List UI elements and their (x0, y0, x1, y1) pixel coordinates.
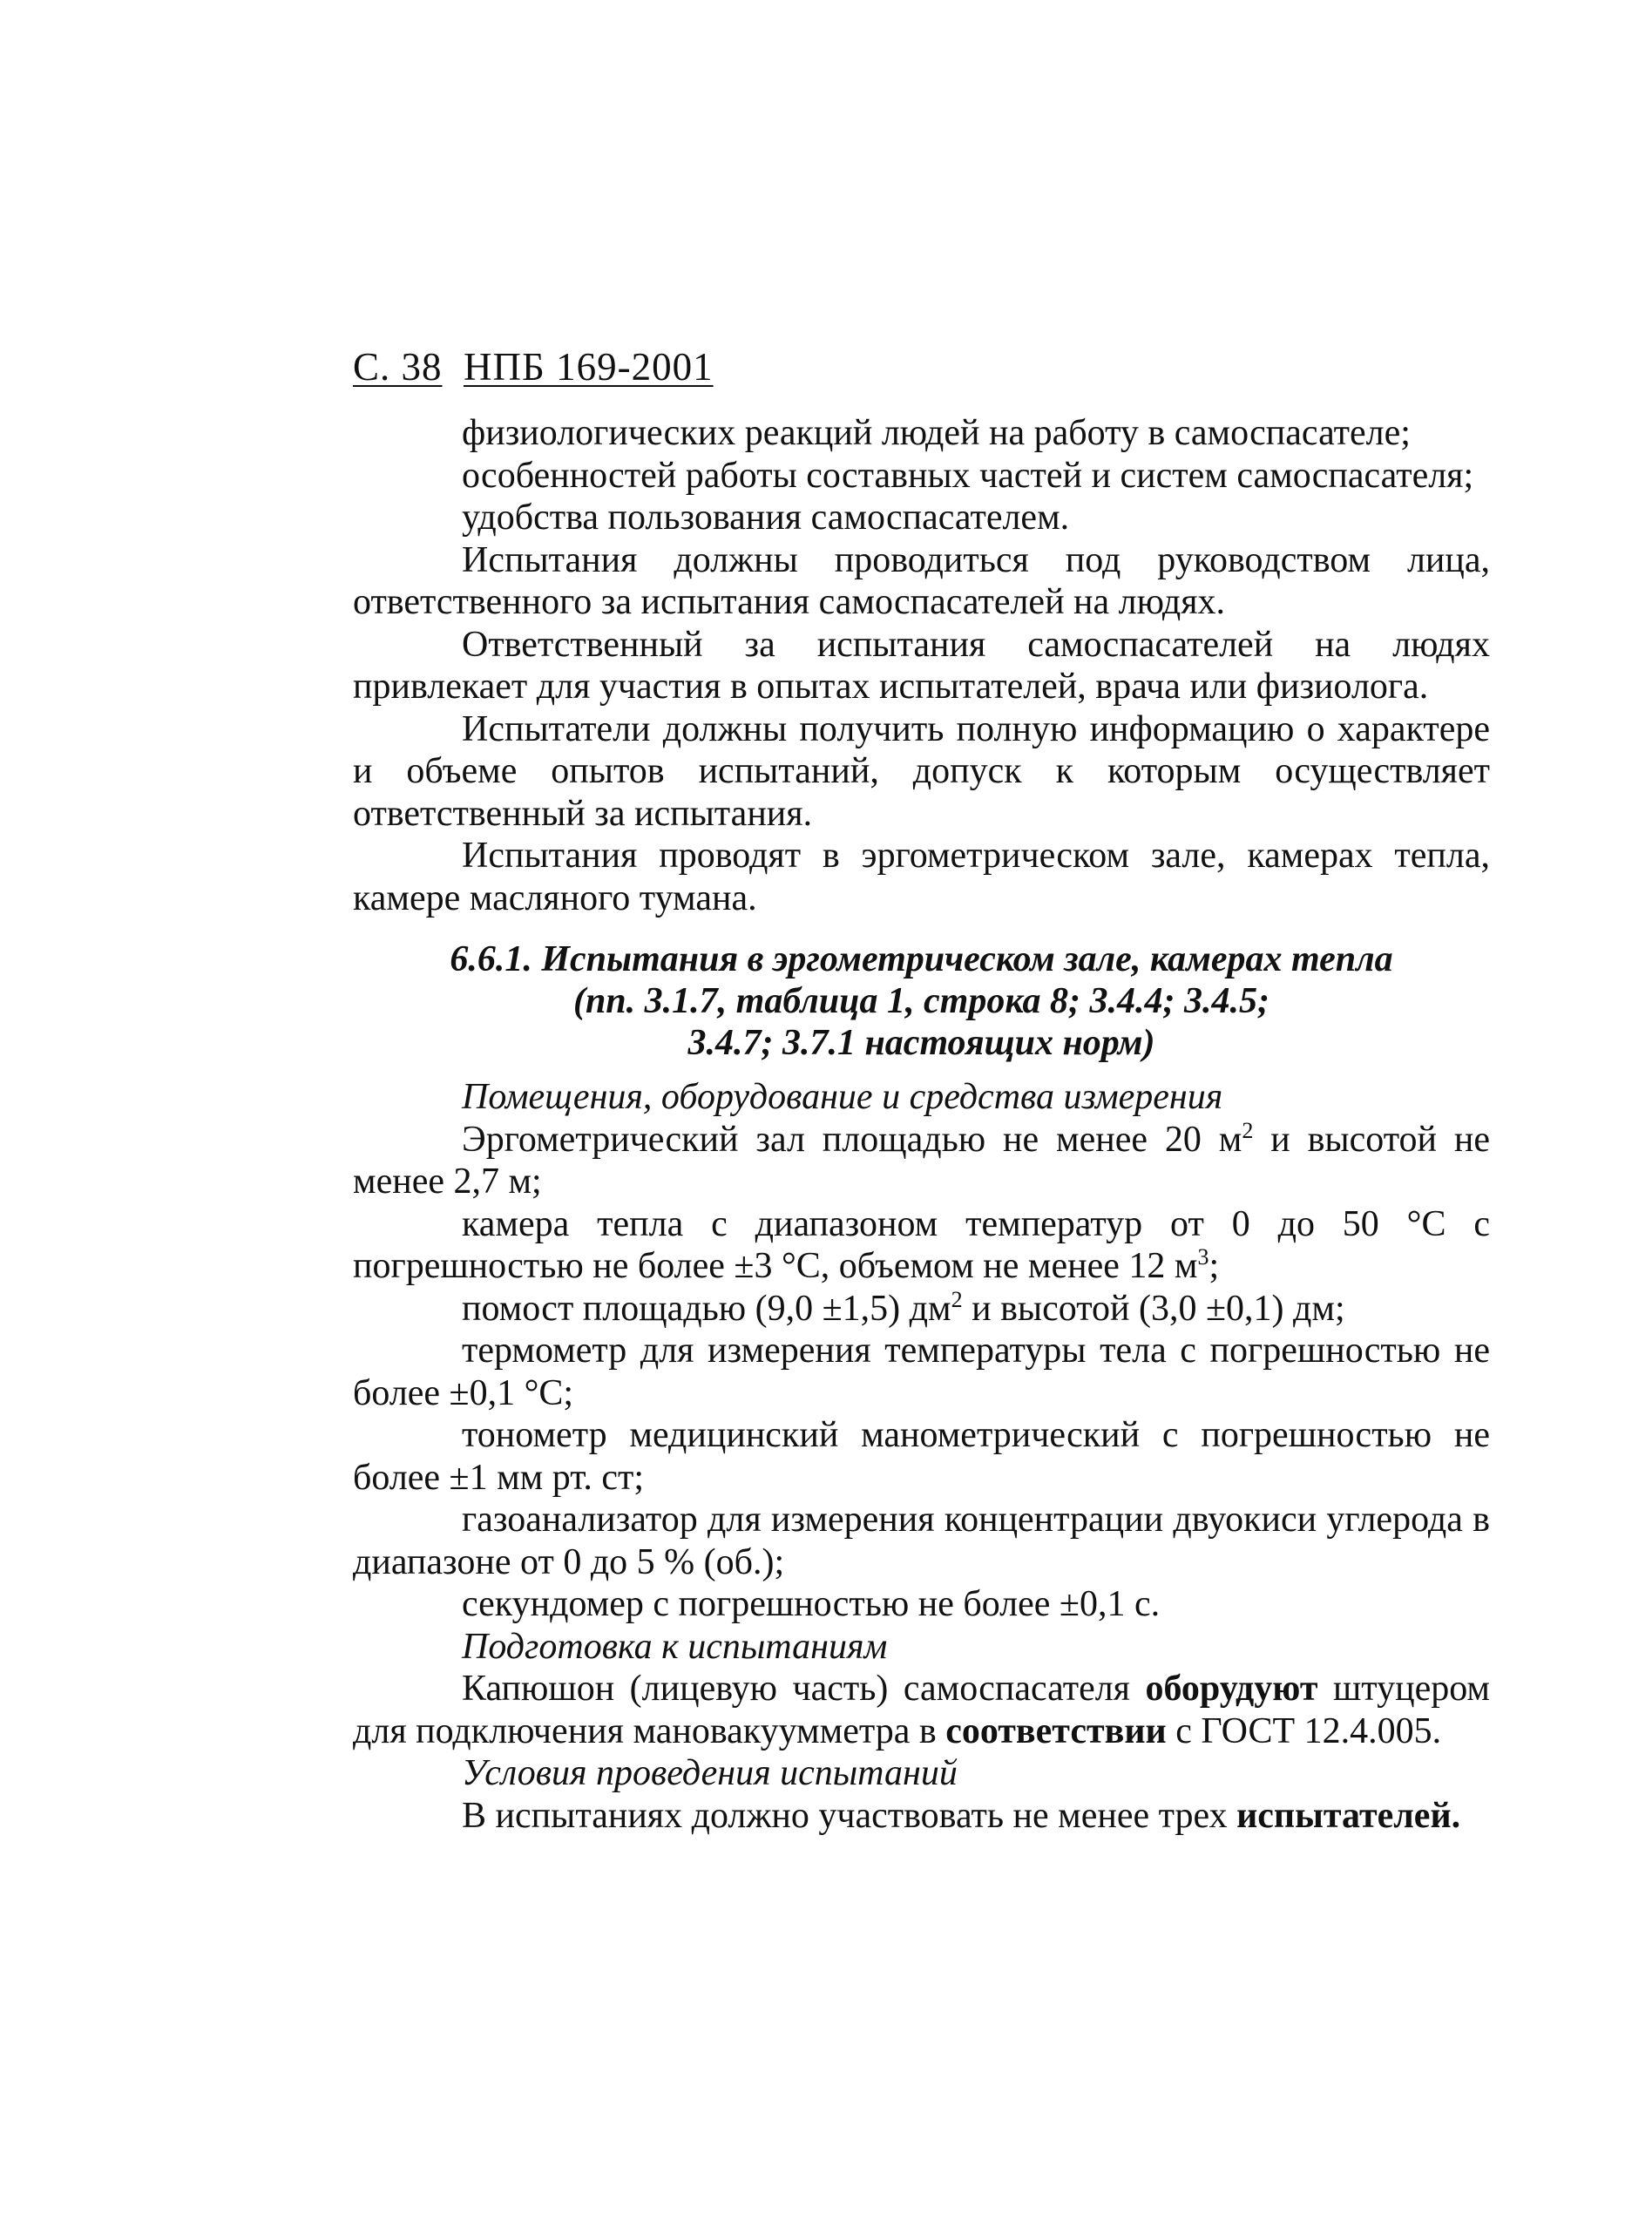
equipment-gas-analyzer: газоанализатор для измерения концентрации двуокиси углерода в диапазоне от 0 до 5 % (об.); (353, 1500, 1490, 1582)
paragraph-locations: Испытания проводят в эргометрическом зале, камерах тепла, камере масляного тумана. (353, 836, 1490, 918)
paragraph-tester-count: В испытаниях должно участвовать не менее трех испытателей. (462, 1795, 1461, 1836)
equipment-hall: Эргометрический зал площадью не менее 20 $м^2$ и высотой не менее 2,7 м; (353, 1117, 1490, 1202)
equipment-tonometer: тонометр медицинский манометрический с погрешностью не более ±1 мм рт. ст; (353, 1415, 1490, 1498)
subheading-conditions: Условия проведения испытаний (462, 1753, 958, 1793)
paragraph-physiological: физиологических реакций людей на работу в самоспасателе; (462, 413, 1411, 453)
equipment-platform: помост площадью (9,0 ±1,5) $дм^2$ и высотой (3,0 ±0,1) дм; (462, 1286, 1345, 1329)
paragraph-convenience: удобства пользования самоспасателем. (462, 498, 1070, 538)
section-heading-line3: 3.4.7; 3.7.1 настоящих норм) (687, 1023, 1155, 1063)
paragraph-testers: Испытатели должны получить полную информацию о характере и объеме опытов испытаний, допуск к которым осуществляет ответственный за испытания. (353, 708, 1490, 834)
paragraph-responsible: Ответственный за испытания самоспасателей на людях привлекает для участия в опытах испытателей, врача или физиолога. (353, 624, 1490, 707)
subheading-preparation: Подготовка к испытаниям (462, 1626, 888, 1667)
paragraph-hood-fitting: Капюшон (лицевую часть) самоспасателя оборудуют штуцером для подключения мановакуумметра в соответствии с ГОСТ 12.4.005. (353, 1669, 1490, 1751)
section-heading-line1: 6.6.1. Испытания в эргометрическом зале, камерах тепла (450, 939, 1393, 979)
document-code: НПБ 169-2001 (464, 345, 714, 389)
page-number: С. 38 (353, 345, 443, 389)
subheading-equipment: Помещения, оборудование и средства измерения (462, 1077, 1223, 1117)
equipment-stopwatch: секундомер с погрешностью не более ±0,1 с. (462, 1584, 1161, 1624)
equipment-thermometer: термометр для измерения температуры тела с погрешностью не более ±0,1 °С; (353, 1331, 1490, 1413)
paragraph-components: особенностей работы составных частей и систем самоспасателя; (462, 455, 1474, 496)
page-header (353, 344, 1490, 389)
document-page (353, 344, 1490, 1837)
paragraph-supervision: Испытания должны проводиться под руководством лица, ответственного за испытания самоспасателей на людях. (353, 539, 1490, 622)
equipment-heat-chamber: камера тепла с диапазоном температур от 0 до 50 °С с погрешностью не более ±3 °С, объемом не менее 12 $м^3$; (353, 1203, 1490, 1286)
section-heading-line2: (пп. 3.1.7, таблица 1, строка 8; 3.4.4; 3.4.5; (572, 981, 1270, 1021)
section-heading (353, 938, 1490, 1064)
